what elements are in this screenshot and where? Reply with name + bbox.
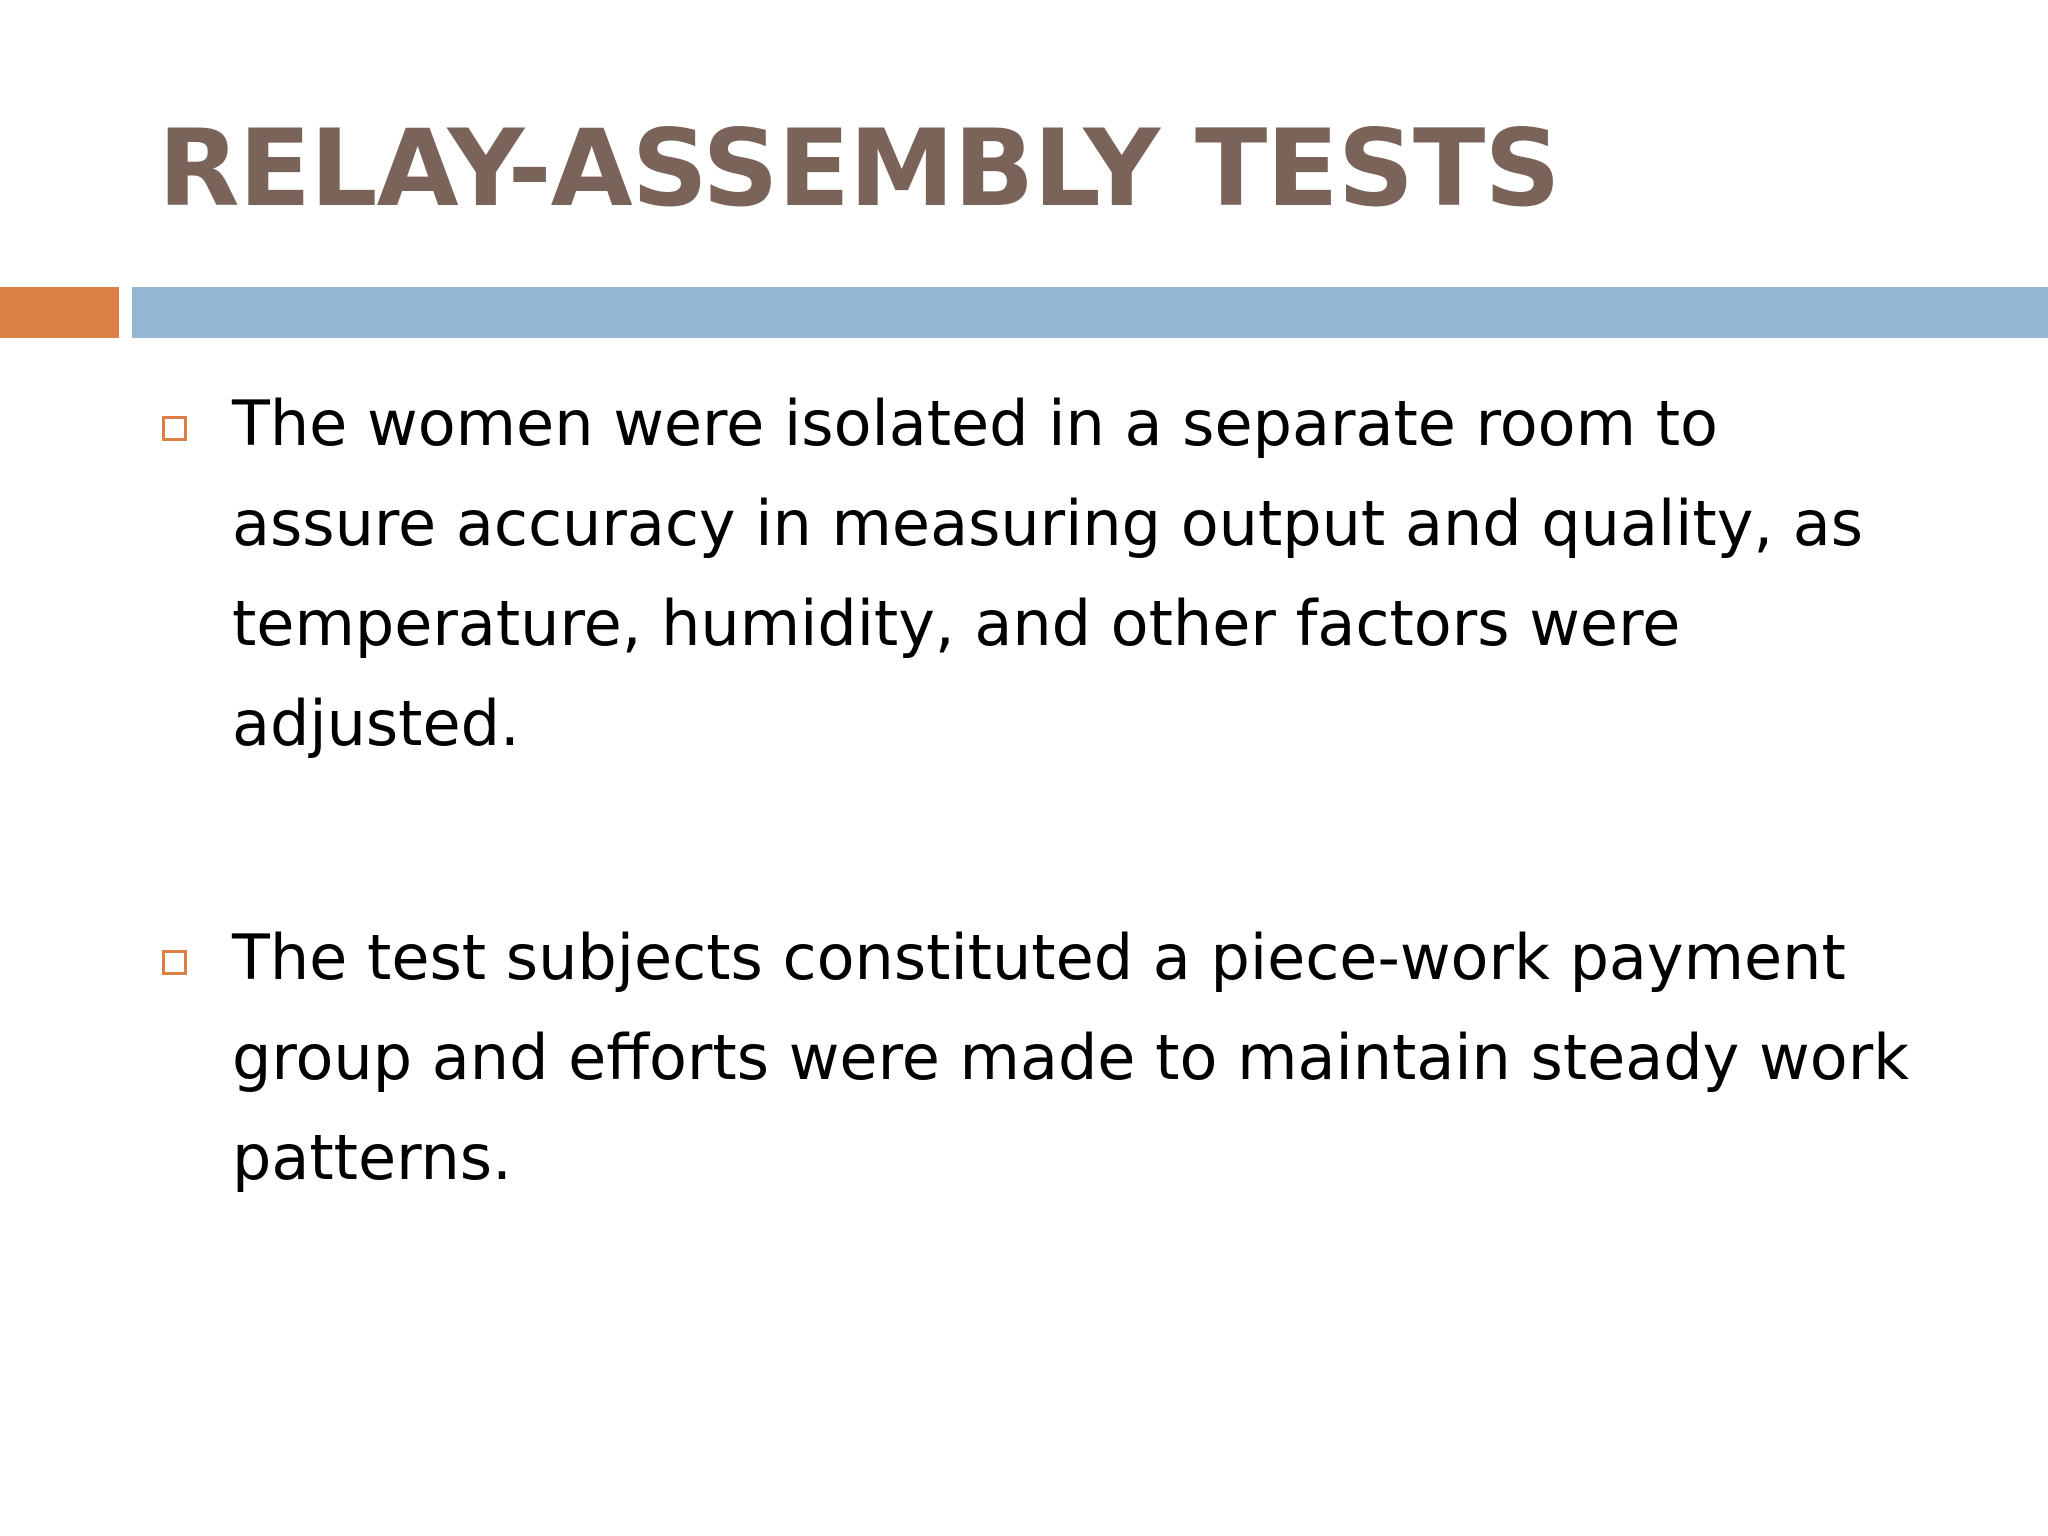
bullet-list bbox=[158, 374, 1918, 1208]
title-accent-bar-blue bbox=[132, 287, 2048, 338]
slide-title: RELAY-ASSEMBLY TESTS bbox=[158, 107, 1560, 230]
bullet-text: The women were isolated in a separate room to assure accuracy in measuring output and quality, as temperature, humidity, and other factors were adjusted. bbox=[232, 387, 1864, 760]
hollow-square-icon bbox=[162, 950, 187, 975]
hollow-square-icon bbox=[162, 416, 187, 441]
bullet-item bbox=[158, 374, 1918, 774]
bullet-item bbox=[158, 908, 1918, 1208]
bullet-text: The test subjects constituted a piece-work payment group and efforts were made to maintain steady work patterns. bbox=[232, 921, 1910, 1194]
title-accent-bar-orange bbox=[0, 287, 119, 338]
